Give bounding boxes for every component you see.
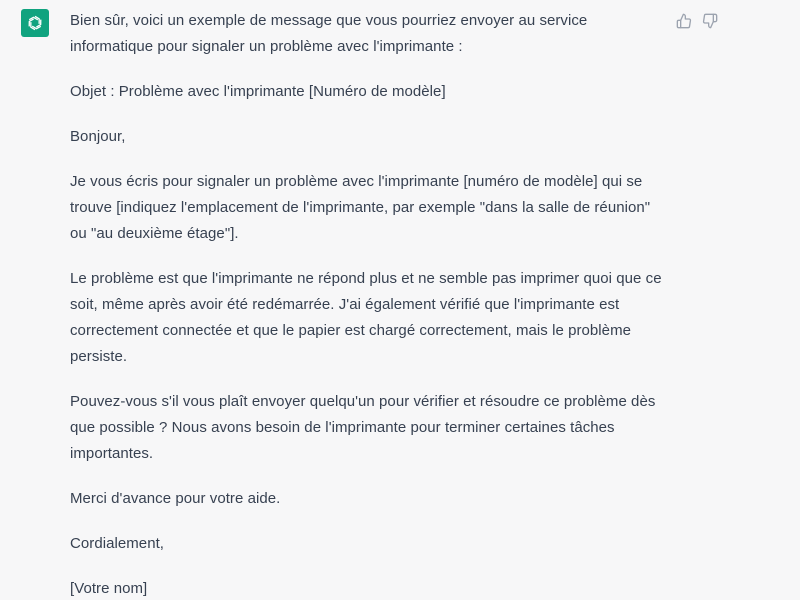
message-paragraph: Le problème est que l'imprimante ne répond plus et ne semble pas imprimer quoi que ce soit, même après avoir été redémarrée. J'ai également vérifié que l'imprimante est correctement connectée et que le papier est chargé correctement, mais le problème persiste.	[70, 270, 662, 365]
message-signature: [Votre nom]	[70, 580, 148, 597]
thumbs-up-button[interactable]	[674, 11, 694, 31]
message-paragraph: Je vous écris pour signaler un problème avec l'imprimante [numéro de modèle] qui se trouve [indiquez l'emplacement de l'imprimante, par exemple "dans la salle de réunion" ou "au deuxième étage"].	[70, 173, 651, 242]
message-content	[70, 8, 670, 600]
thumbs-up-icon	[676, 13, 692, 29]
message-paragraph: Merci d'avance pour votre aide.	[70, 490, 281, 507]
message-subject: Objet : Problème avec l'imprimante [Numéro de modèle]	[70, 83, 446, 100]
assistant-avatar	[21, 9, 49, 37]
openai-logo-icon	[25, 13, 45, 33]
thumbs-down-button[interactable]	[700, 11, 720, 31]
message-closing: Cordialement,	[70, 535, 165, 552]
feedback-buttons	[674, 11, 720, 31]
message-paragraph: Bien sûr, voici un exemple de message que vous pourriez envoyer au service informatique pour signaler un problème avec l'imprimante :	[70, 12, 588, 55]
message-greeting: Bonjour,	[70, 128, 126, 145]
thumbs-down-icon	[702, 13, 718, 29]
message-paragraph: Pouvez-vous s'il vous plaît envoyer quelqu'un pour vérifier et résoudre ce problème dès que possible ? Nous avons besoin de l'imprimante pour terminer certaines tâches importantes.	[70, 393, 656, 462]
